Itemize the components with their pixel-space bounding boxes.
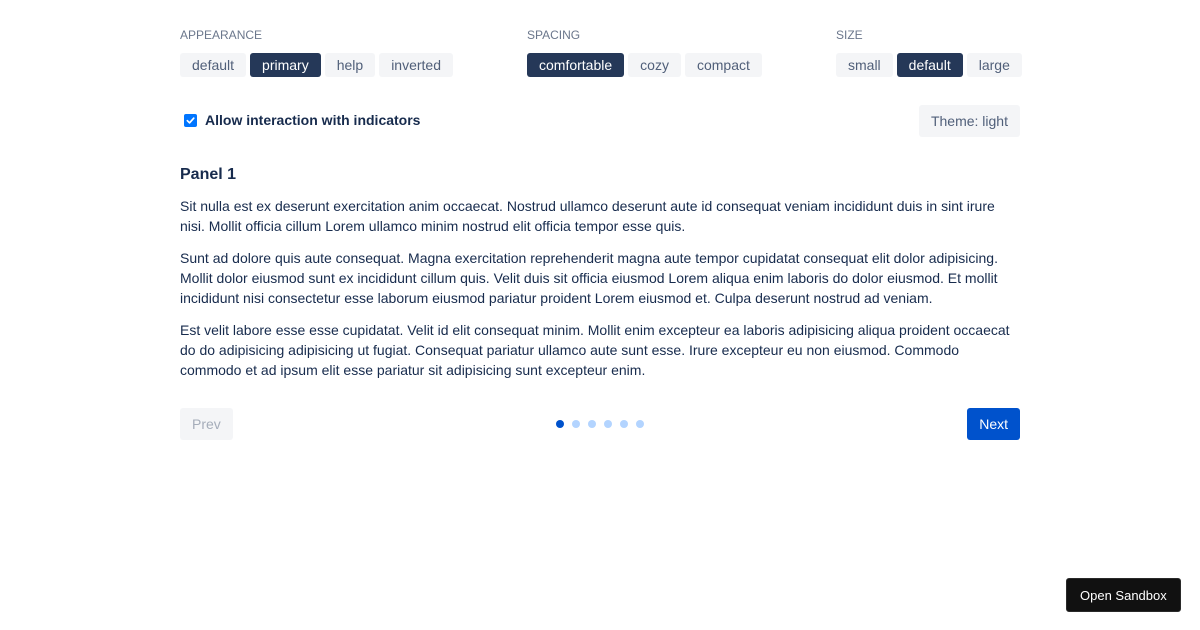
checkmark-icon: [186, 116, 195, 125]
size-large-button[interactable]: large: [967, 53, 1022, 77]
indicator-dot-4[interactable]: [604, 420, 612, 428]
indicator-dot-1[interactable]: [556, 420, 564, 428]
spacing-compact-button[interactable]: compact: [685, 53, 762, 77]
appearance-primary-button[interactable]: primary: [250, 53, 321, 77]
panel-paragraph: Sunt ad dolore quis aute consequat. Magna exercitation reprehenderit magna aute tempor cupidatat consequat elit dolor adipisicing. Mollit dolor eiusmod sunt ex incididunt cillum quis. Velit duis sit officia eiusmod Lorem aliqua enim laboris do dolor eiusmod. Et mollit incididunt nisi consectetur esse laborum eiusmod pariatur proident Lorem eiusmod et. Culpa deserunt nostrud ad veniam.: [180, 250, 998, 306]
appearance-inverted-button[interactable]: inverted: [379, 53, 453, 77]
panel-title: Panel 1: [180, 166, 237, 183]
appearance-default-button[interactable]: default: [180, 53, 246, 77]
allow-interaction-checkbox[interactable]: [184, 114, 197, 127]
options-bar: [180, 28, 1020, 78]
spacing-group: [527, 28, 762, 77]
progress-indicators: [556, 420, 644, 428]
panel-paragraph: Est velit labore esse esse cupidatat. Velit id elit consequat minim. Mollit enim excepteur ea laboris adipisicing aliqua proident occaecat do do adipisicing adipisicing ut fugiat. Consequat pariatur ullamco aute sunt esse. Irure excepteur eu non eiusmod. Commodo commodo et ad ipsum elit esse pariatur sit adipisicing sunt excepteur enim.: [180, 322, 1010, 378]
prev-button[interactable]: Prev: [180, 408, 233, 440]
spacing-comfortable-button[interactable]: comfortable: [527, 53, 624, 77]
appearance-label: APPEARANCE: [180, 28, 263, 42]
theme-toggle-button[interactable]: Theme: light: [919, 105, 1020, 137]
appearance-group: [180, 28, 453, 77]
panel-paragraph: Sit nulla est ex deserunt exercitation anim occaecat. Nostrud ullamco deserunt aute id consequat veniam incididunt duis in sint irure nisi. Mollit officia cillum Lorem ullamco minim nostrud elit officia tempor esse quis.: [180, 198, 995, 234]
indicator-dot-5[interactable]: [620, 420, 628, 428]
appearance-help-button[interactable]: help: [325, 53, 375, 77]
allow-interaction-label: Allow interaction with indicators: [205, 112, 421, 128]
next-button[interactable]: Next: [967, 408, 1020, 440]
open-sandbox-button[interactable]: Open Sandbox: [1066, 578, 1181, 612]
indicator-dot-2[interactable]: [572, 420, 580, 428]
spacing-label: SPACING: [527, 28, 581, 42]
size-default-button[interactable]: default: [897, 53, 963, 77]
indicator-dot-6[interactable]: [636, 420, 644, 428]
size-label: SIZE: [836, 28, 863, 42]
allow-interaction-option[interactable]: [180, 112, 420, 128]
carousel-navigation: [180, 408, 1020, 440]
indicator-dot-3[interactable]: [588, 420, 596, 428]
size-group: [836, 28, 1022, 77]
carousel-panel: [180, 165, 1020, 380]
size-small-button[interactable]: small: [836, 53, 893, 77]
spacing-cozy-button[interactable]: cozy: [628, 53, 681, 77]
